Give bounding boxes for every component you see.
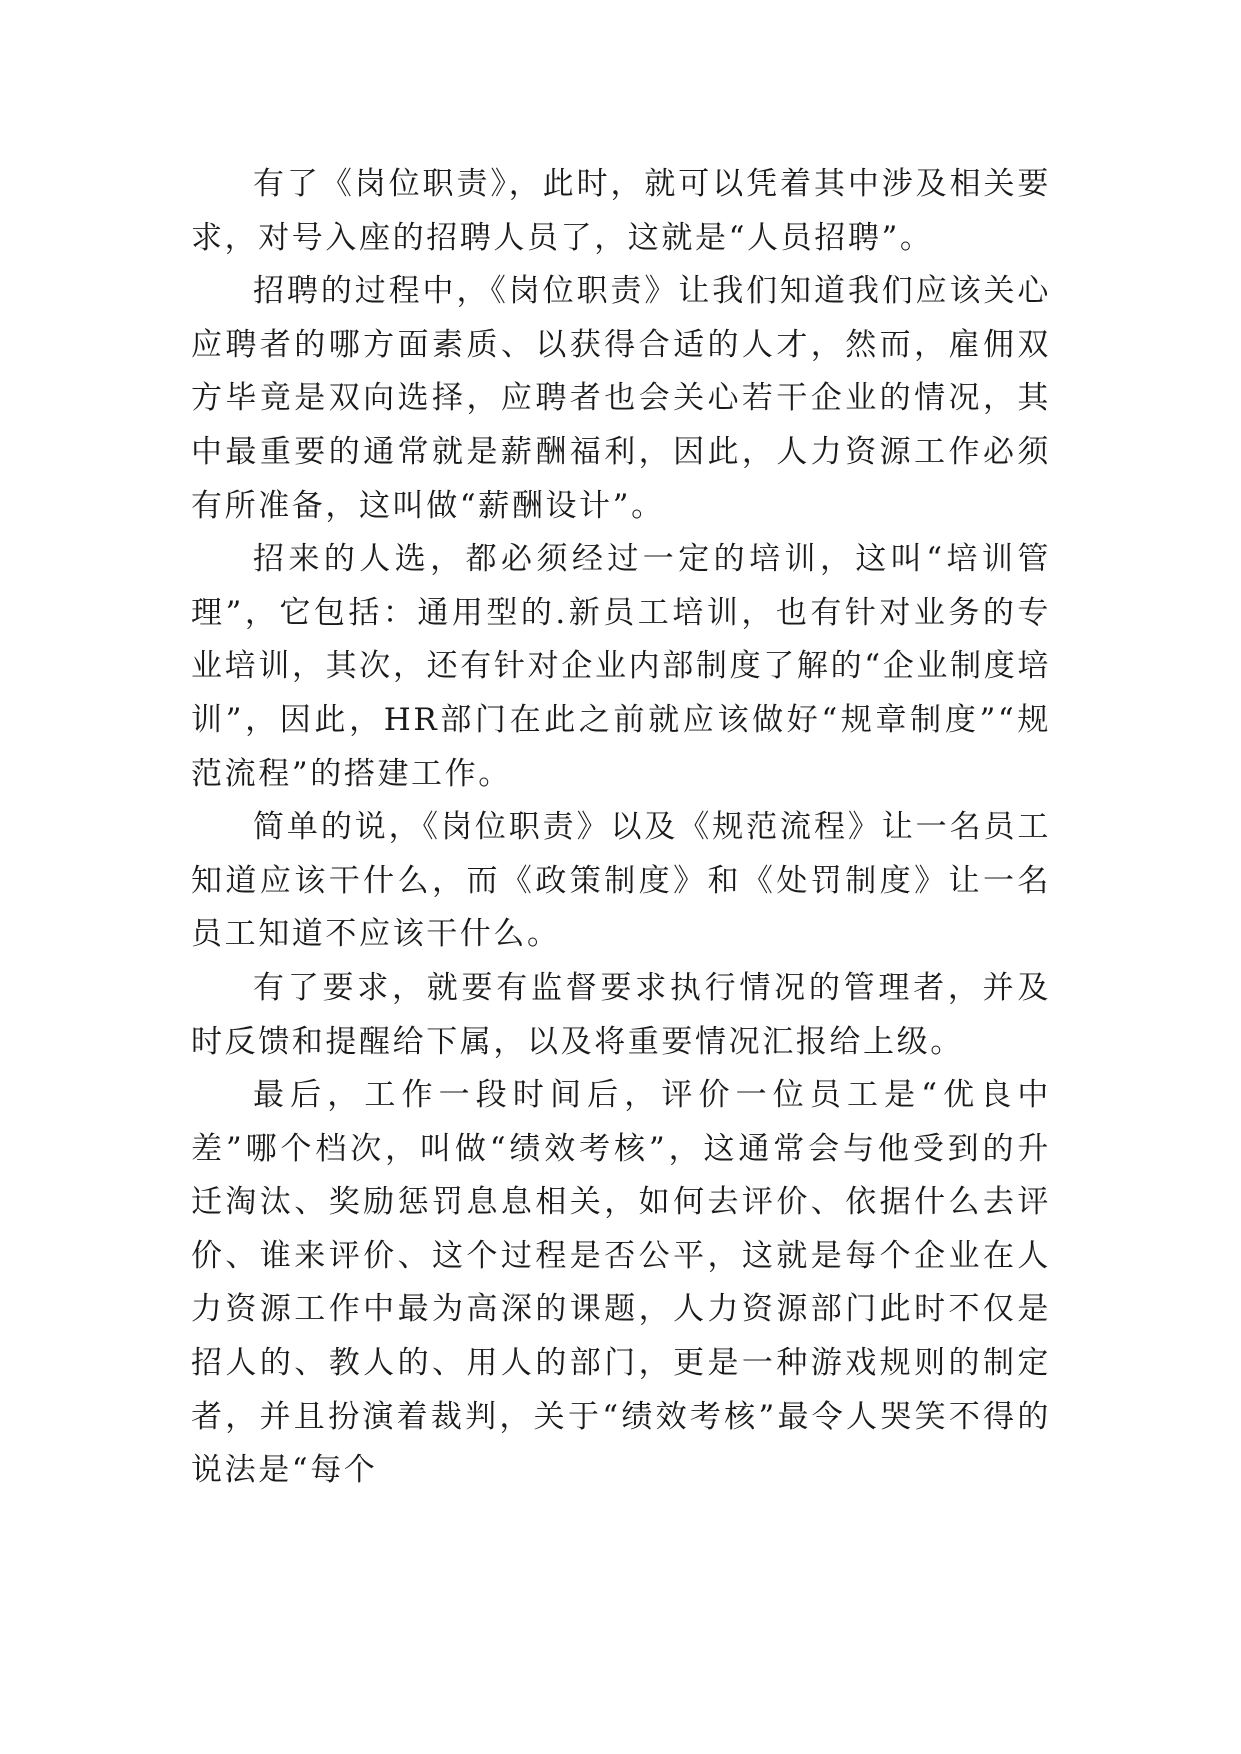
paragraph-recruitment: 有了《岗位职责》，此时，就可以凭着其中涉及相关要求，对号入座的招聘人员了，这就是“人员招聘”。 bbox=[191, 166, 1051, 256]
paragraph-compensation: 招聘的过程中，《岗位职责》让我们知道我们应该关心应聘者的哪方面素质、以获得合适的人才，然而，雇佣双方毕竟是双向选择，应聘者也会关心若干企业的情况，其中最重要的通常就是薪酬福利，因此，人力资源工作必须有所准备，这叫做“薪酬设计”。 bbox=[191, 273, 1051, 524]
document-body bbox=[191, 158, 1051, 1498]
paragraph-training: 招来的人选，都必须经过一定的培训，这叫“培训管理”，它包括：通用型的.新员工培训，也有针对业务的专业培训，其次，还有针对企业内部制度了解的“企业制度培训”，因此，HR部门在此之前就应该做好“规章制度”“规范流程”的搭建工作。 bbox=[191, 541, 1051, 792]
paragraph-performance: 最后，工作一段时间后，评价一位员工是“优良中差”哪个档次，叫做“绩效考核”，这通常会与他受到的升迁淘汰、奖励惩罚息息相关，如何去评价、依据什么去评价、谁来评价、这个过程是否公平，这就是每个企业在人力资源工作中最为高深的课题，人力资源部门此时不仅是招人的、教人的、用人的部门，更是一种游戏规则的制定者，并且扮演着裁判，关于“绩效考核”最令人哭笑不得的说法是“每个 bbox=[191, 1077, 1051, 1489]
paragraph-supervision: 有了要求，就要有监督要求执行情况的管理者，并及时反馈和提醒给下属，以及将重要情况汇报给上级。 bbox=[191, 969, 1051, 1060]
paragraph-responsibilities: 简单的说，《岗位职责》以及《规范流程》让一名员工知道应该干什么，而《政策制度》和《处罚制度》让一名员工知道不应该干什么。 bbox=[191, 809, 1051, 953]
